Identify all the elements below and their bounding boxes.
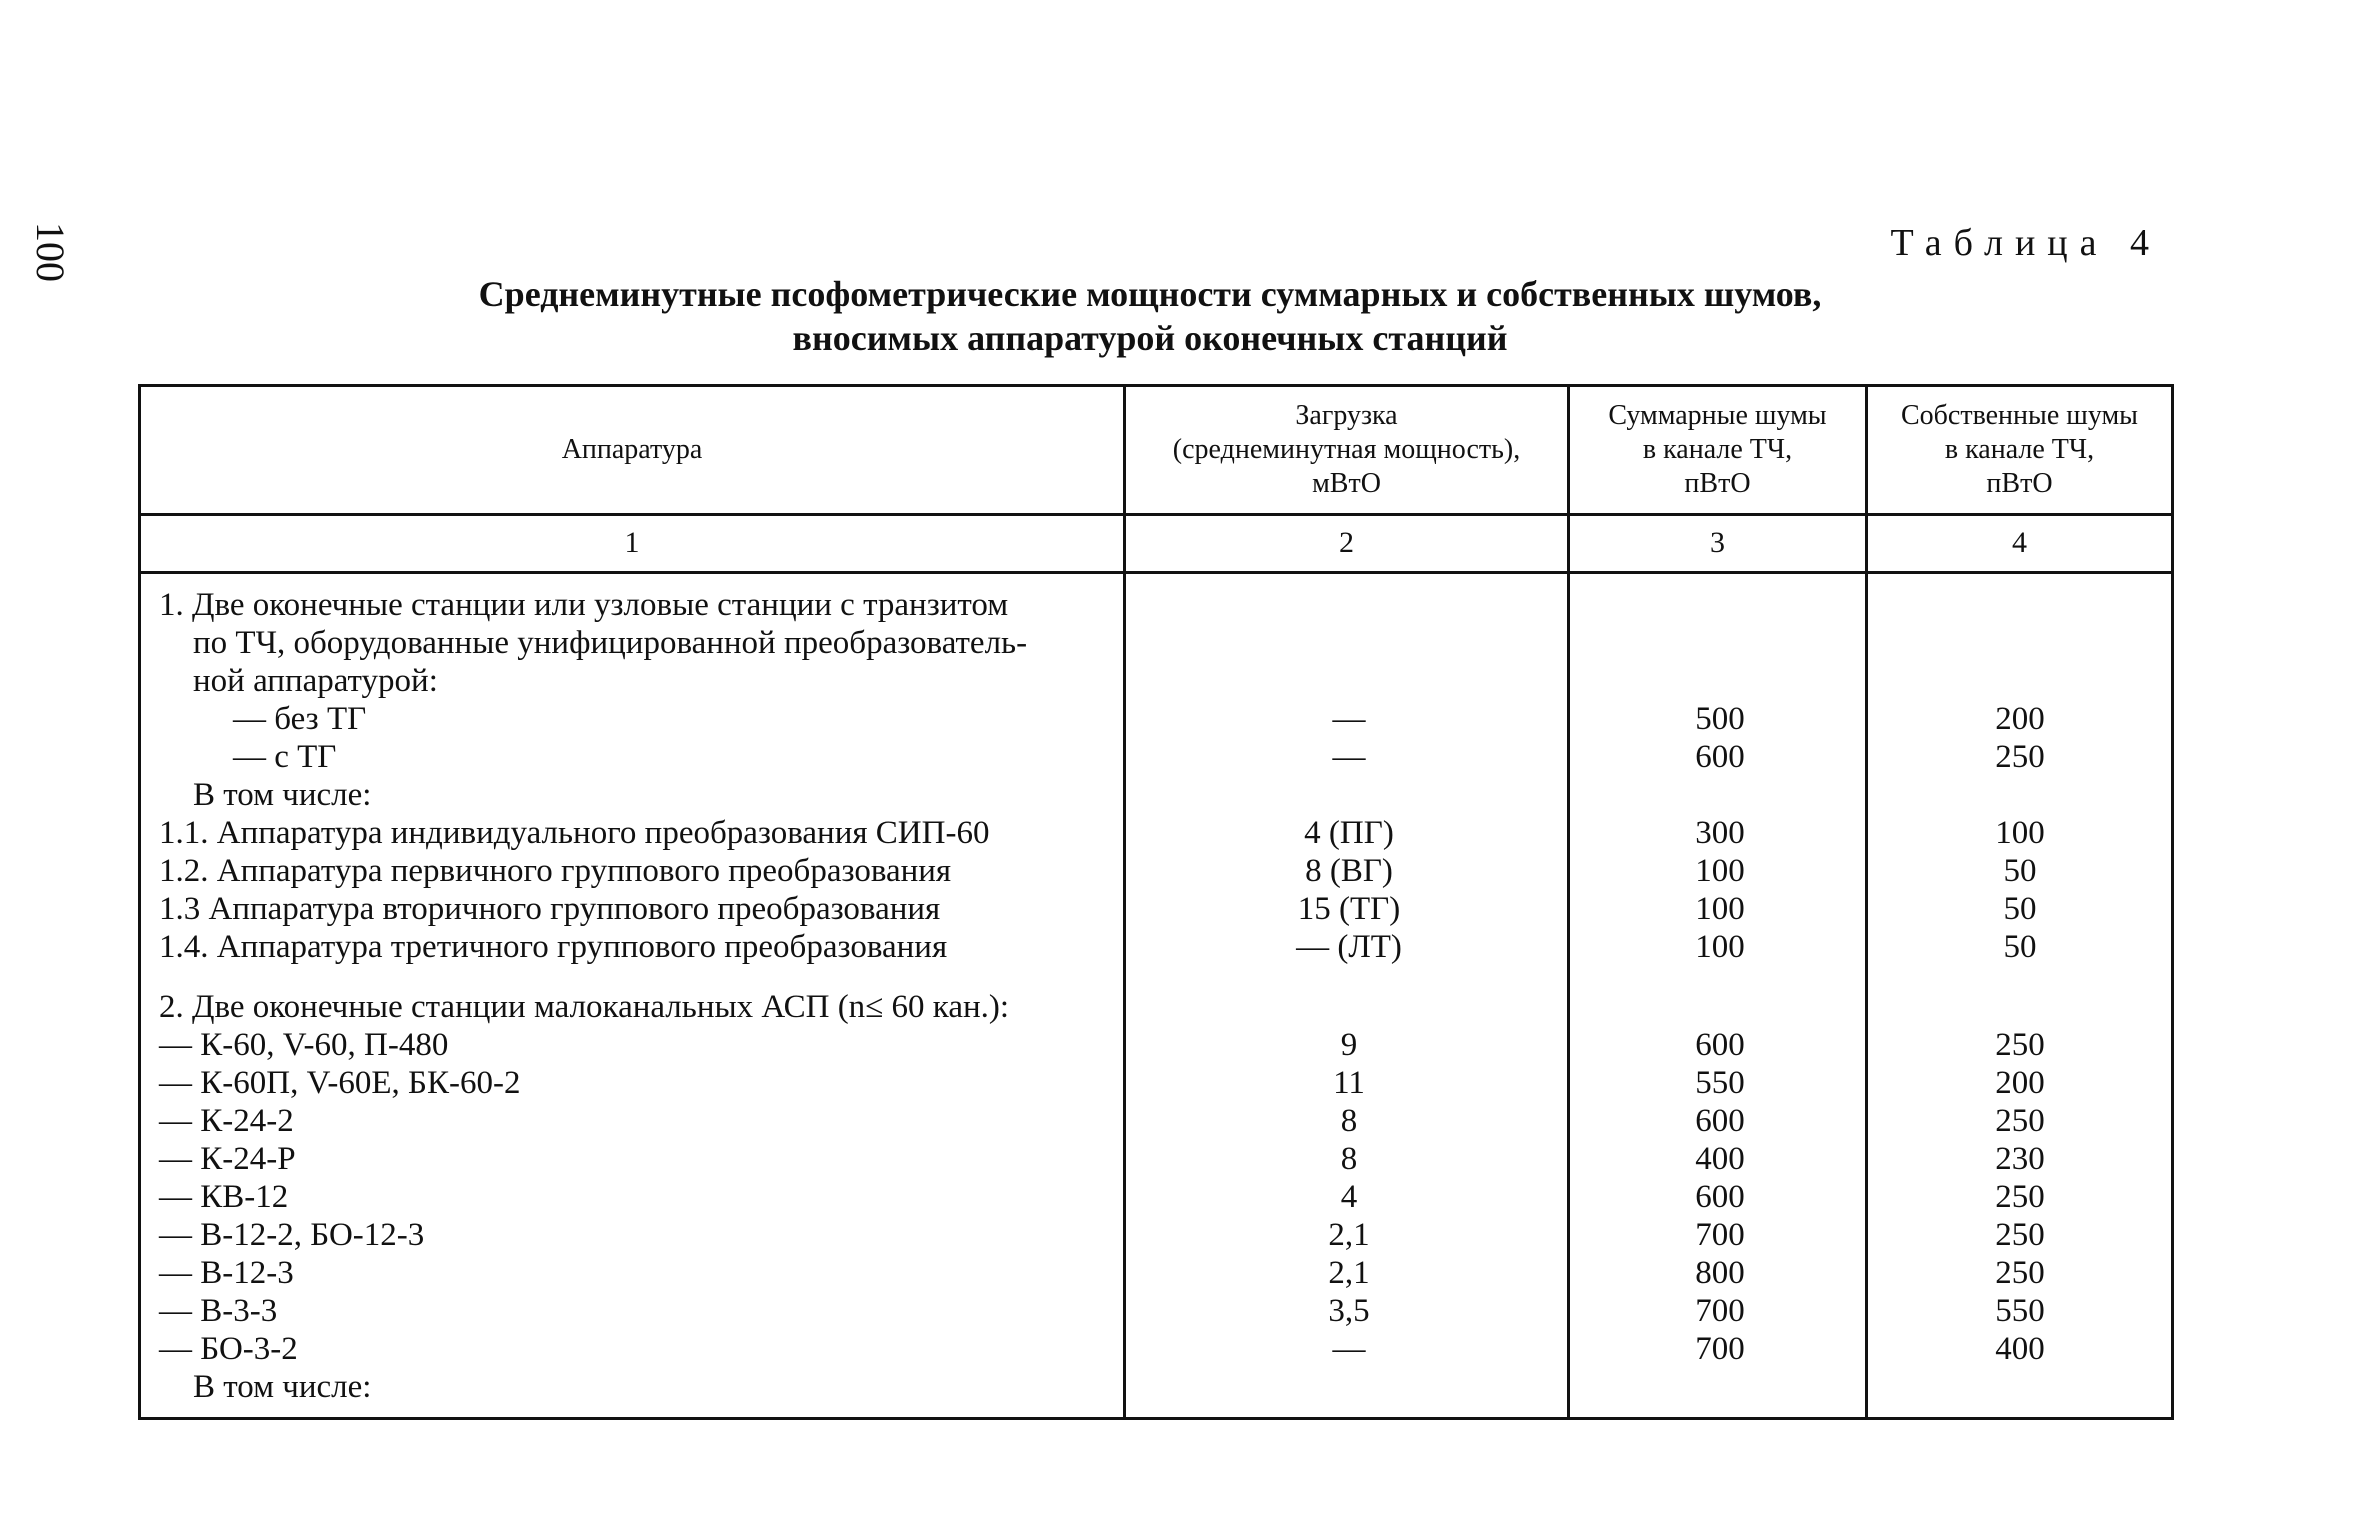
header-apparatus: Аппаратура bbox=[561, 434, 703, 465]
table-row bbox=[141, 700, 2171, 738]
table-row bbox=[141, 1102, 2171, 1140]
cell-col-4: 200 bbox=[1995, 1065, 2045, 1101]
cell-col-4: 250 bbox=[1995, 739, 2045, 775]
cell-col-2: 4 (ПГ) bbox=[1304, 815, 1394, 851]
cell-col-2: 15 (ТГ) bbox=[1297, 891, 1401, 927]
column-number-divider bbox=[141, 571, 2171, 574]
cell-col-4: 230 bbox=[1995, 1141, 2045, 1177]
cell-col-2: 4 bbox=[1340, 1179, 1358, 1215]
table-row bbox=[141, 852, 2171, 890]
cell-col-1: — К-60П, V-60Е, БК-60-2 bbox=[159, 1065, 521, 1101]
table-row bbox=[141, 738, 2171, 776]
cell-col-3: 800 bbox=[1695, 1255, 1745, 1291]
cell-col-4: 50 bbox=[2003, 891, 2037, 927]
cell-col-4: 250 bbox=[1995, 1217, 2045, 1253]
cell-col-3: 100 bbox=[1695, 929, 1745, 965]
cell-col-3: 100 bbox=[1695, 891, 1745, 927]
cell-col-3: 600 bbox=[1695, 739, 1745, 775]
table-row bbox=[141, 624, 2171, 662]
page-number: 100 bbox=[28, 222, 73, 282]
cell-col-4: 50 bbox=[2003, 853, 2037, 889]
cell-col-2: — bbox=[1332, 739, 1366, 775]
table-row bbox=[141, 1292, 2171, 1330]
cell-col-1: — КВ-12 bbox=[159, 1179, 289, 1215]
cell-col-4: 250 bbox=[1995, 1027, 2045, 1063]
table-row bbox=[141, 1064, 2171, 1102]
cell-col-1: 1.1. Аппаратура индивидуального преобразования СИП-60 bbox=[159, 815, 990, 851]
data-table bbox=[138, 384, 2174, 1420]
cell-col-4: 250 bbox=[1995, 1179, 2045, 1215]
table-row bbox=[141, 586, 2171, 624]
cell-col-1: по ТЧ, оборудованные унифицированной преобразователь- bbox=[193, 625, 1028, 661]
header-total-noise: Суммарные шумы в канале ТЧ, пВтО bbox=[1608, 400, 1827, 499]
column-number-2: 2 bbox=[1339, 526, 1354, 559]
table-title-line-1: Среднеминутные псофометрические мощности суммарных и собственных шумов, bbox=[478, 274, 1822, 314]
cell-col-2: — bbox=[1332, 701, 1366, 737]
cell-col-1: 1.2. Аппаратура первичного группового преобразования bbox=[159, 853, 952, 889]
table-row bbox=[141, 1178, 2171, 1216]
cell-col-2: 8 bbox=[1340, 1141, 1358, 1177]
cell-col-1: В том числе: bbox=[193, 1369, 372, 1405]
cell-col-2: 8 bbox=[1340, 1103, 1358, 1139]
cell-col-1: — БО-3-2 bbox=[159, 1331, 298, 1367]
cell-col-2: 9 bbox=[1340, 1027, 1358, 1063]
header-own-noise: Собственные шумы в канале ТЧ, пВтО bbox=[1900, 400, 2138, 499]
table-row bbox=[141, 776, 2171, 814]
cell-col-3: 300 bbox=[1695, 815, 1745, 851]
cell-col-1: — В-3-3 bbox=[159, 1293, 278, 1329]
table-title-line-2: вносимых аппаратурой оконечных станций bbox=[792, 318, 1508, 358]
cell-col-2: 2,1 bbox=[1328, 1217, 1370, 1253]
cell-col-1: — К-60, V-60, П-480 bbox=[159, 1027, 449, 1063]
cell-col-1: — без ТГ bbox=[233, 701, 367, 737]
cell-col-1: 1. Две оконечные станции или узловые станции с транзитом bbox=[159, 587, 1009, 623]
cell-col-2: 11 bbox=[1333, 1065, 1365, 1101]
cell-col-4: 250 bbox=[1995, 1255, 2045, 1291]
table-row bbox=[141, 1254, 2171, 1292]
cell-col-1: 1.4. Аппаратура третичного группового преобразования bbox=[159, 929, 948, 965]
cell-col-4: 50 bbox=[2003, 929, 2037, 965]
cell-col-3: 400 bbox=[1695, 1141, 1745, 1177]
cell-col-3: 500 bbox=[1695, 701, 1745, 737]
cell-col-2: 3,5 bbox=[1328, 1293, 1370, 1329]
header-load: Загрузка (среднеминутная мощность), мВтО bbox=[1172, 400, 1521, 499]
cell-col-1: — В-12-2, БО-12-3 bbox=[159, 1217, 425, 1253]
table-row bbox=[141, 814, 2171, 852]
table-row bbox=[141, 1026, 2171, 1064]
table-label: Таблица 4 bbox=[1890, 222, 2161, 264]
table-row bbox=[141, 662, 2171, 700]
column-number-4: 4 bbox=[2012, 526, 2027, 559]
cell-col-4: 200 bbox=[1995, 701, 2045, 737]
cell-col-1: В том числе: bbox=[193, 777, 372, 813]
cell-col-2: 8 (ВГ) bbox=[1305, 853, 1393, 889]
cell-col-1: ной аппаратурой: bbox=[193, 663, 438, 699]
cell-col-3: 700 bbox=[1695, 1293, 1745, 1329]
cell-col-1: 1.3 Аппаратура вторичного группового преобразования bbox=[159, 891, 941, 927]
table-row bbox=[141, 890, 2171, 928]
cell-col-4: 400 bbox=[1995, 1331, 2045, 1367]
cell-col-3: 600 bbox=[1695, 1179, 1745, 1215]
table-row bbox=[141, 1140, 2171, 1178]
cell-col-1: — К-24-Р bbox=[159, 1141, 296, 1177]
cell-col-3: 100 bbox=[1695, 853, 1745, 889]
cell-col-4: 550 bbox=[1995, 1293, 2045, 1329]
cell-col-1: 2. Две оконечные станции малоканальных АСП (n≤ 60 кан.): bbox=[159, 989, 1010, 1025]
table-row bbox=[141, 1330, 2171, 1368]
table-title bbox=[400, 272, 1900, 360]
cell-col-1: — В-12-3 bbox=[159, 1255, 294, 1291]
cell-col-2: — bbox=[1332, 1331, 1366, 1367]
cell-col-2: 2,1 bbox=[1328, 1255, 1370, 1291]
column-number-1: 1 bbox=[624, 526, 640, 559]
cell-col-1: — с ТГ bbox=[233, 739, 337, 775]
cell-col-4: 250 bbox=[1995, 1103, 2045, 1139]
table-row bbox=[141, 1368, 2171, 1406]
cell-col-1: — К-24-2 bbox=[159, 1103, 294, 1139]
cell-col-2: — (ЛТ) bbox=[1296, 929, 1402, 965]
table-row bbox=[141, 928, 2171, 966]
cell-col-3: 700 bbox=[1695, 1217, 1745, 1253]
table-row bbox=[141, 1216, 2171, 1254]
cell-col-3: 600 bbox=[1695, 1027, 1745, 1063]
table-row bbox=[141, 988, 2171, 1026]
cell-col-4: 100 bbox=[1995, 815, 2045, 851]
cell-col-3: 600 bbox=[1695, 1103, 1745, 1139]
cell-col-3: 550 bbox=[1695, 1065, 1745, 1101]
column-number-3: 3 bbox=[1710, 526, 1725, 559]
cell-col-3: 700 bbox=[1695, 1331, 1745, 1367]
